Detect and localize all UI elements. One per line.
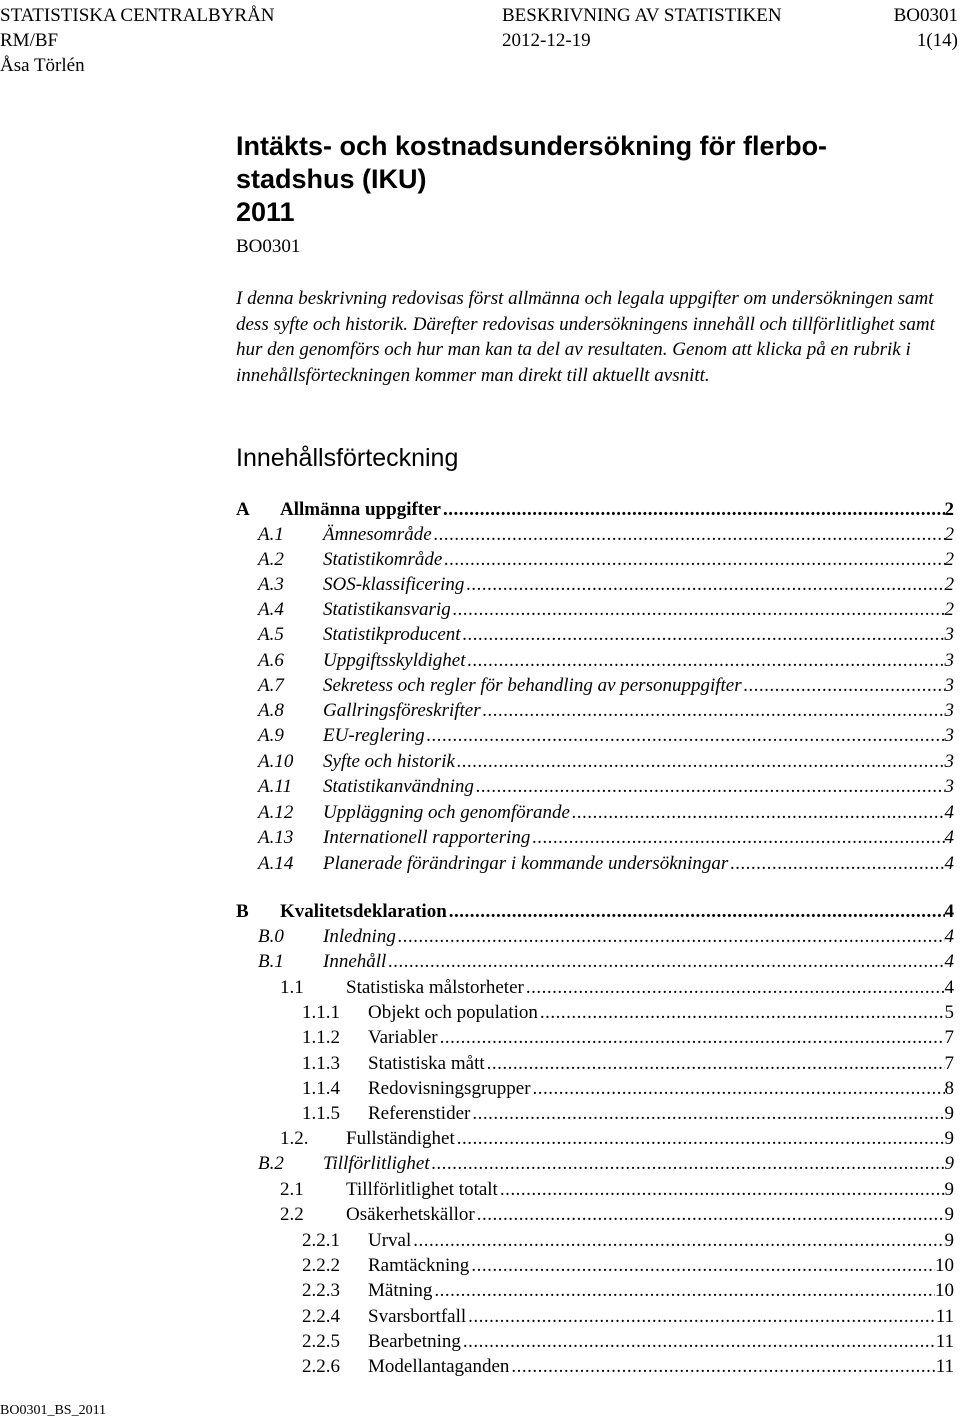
title-year: 2011	[236, 197, 295, 227]
toc-entry[interactable]	[302, 1228, 954, 1253]
toc-entry-label[interactable]: EU-reglering	[323, 725, 425, 746]
header-author: Åsa Törlén	[0, 55, 85, 76]
toc-entry-page[interactable]: 10	[935, 1280, 954, 1301]
toc-entry-label[interactable]: Statistikanvändning	[323, 776, 474, 797]
toc-entry[interactable]	[302, 1051, 954, 1076]
toc-entry-label[interactable]: Redovisningsgrupper	[368, 1078, 531, 1099]
toc-entry[interactable]	[302, 1101, 954, 1126]
toc-dot-leader	[440, 1025, 945, 1050]
toc-dot-leader	[388, 949, 944, 974]
footer-document-id: BO0301_BS_2011	[0, 1403, 107, 1418]
header-document-code: BO0301	[893, 5, 958, 26]
toc-dot-leader	[457, 749, 945, 774]
toc-dot-leader	[443, 497, 945, 522]
toc-entry-label[interactable]: Urval	[368, 1230, 412, 1251]
toc-entry-number: A.2	[258, 549, 284, 570]
toc-entry[interactable]	[258, 1151, 954, 1176]
toc-entry-label[interactable]: Statistikansvarig	[323, 599, 451, 620]
toc-entry-number: B.0	[258, 926, 284, 947]
toc-entry-page[interactable]: 9	[944, 1153, 954, 1174]
toc-entry-number: 2.2.3	[302, 1280, 340, 1301]
toc-entry-page[interactable]: 10	[935, 1255, 954, 1276]
toc-entry-page[interactable]: 4	[944, 802, 954, 823]
toc-dot-leader	[477, 1202, 945, 1227]
toc-dot-leader	[476, 774, 945, 799]
toc-entry-number: A.9	[258, 725, 284, 746]
toc-entry-label[interactable]: Ramtäckning	[368, 1255, 470, 1276]
toc-dot-leader	[744, 673, 945, 698]
toc-entry-page[interactable]: 9	[944, 1179, 954, 1200]
toc-entry[interactable]	[302, 1329, 954, 1354]
toc-entry-label[interactable]: Variabler	[368, 1027, 438, 1048]
toc-dot-leader	[572, 800, 945, 825]
toc-dot-leader	[471, 1253, 935, 1278]
toc-dot-leader	[413, 1228, 944, 1253]
toc-entry-number: B.2	[258, 1153, 284, 1174]
toc-dot-leader	[434, 1278, 935, 1303]
toc-entry-label[interactable]: Internationell rapportering	[323, 827, 531, 848]
toc-entry-page[interactable]: 7	[944, 1027, 954, 1048]
toc-entry[interactable]	[280, 1202, 954, 1227]
toc-entry-label[interactable]: Statistiska mått	[368, 1053, 485, 1074]
toc-entry-number: B.1	[258, 951, 284, 972]
toc-entry-number: B	[236, 901, 249, 922]
toc-dot-leader	[457, 1126, 945, 1151]
toc-entry[interactable]	[258, 774, 954, 799]
toc-entry-page[interactable]: 2	[944, 499, 954, 520]
toc-entry-number: A.7	[258, 675, 284, 696]
toc-entry-number: 2.2	[280, 1204, 304, 1225]
toc-entry-label[interactable]: Tillförlitlighet totalt	[346, 1179, 498, 1200]
toc-dot-leader	[468, 1304, 936, 1329]
toc-entry-page[interactable]: 2	[944, 599, 954, 620]
toc-entry[interactable]	[280, 975, 954, 1000]
toc-entry-label[interactable]: Bearbetning	[368, 1331, 461, 1352]
toc-dot-leader	[466, 572, 944, 597]
toc-entry-page[interactable]: 4	[944, 901, 954, 922]
toc-entry-number: A.13	[258, 827, 294, 848]
toc-dot-leader	[449, 899, 945, 924]
toc-entry-number: 1.1.1	[302, 1002, 340, 1023]
toc-entry-page[interactable]: 3	[944, 675, 954, 696]
toc-entry-page[interactable]: 11	[935, 1356, 954, 1377]
toc-entry-page[interactable]: 4	[944, 951, 954, 972]
toc-entry-number: A.14	[258, 853, 294, 874]
toc-entry-page[interactable]: 2	[944, 524, 954, 545]
toc-entry-number: 1.1	[280, 977, 304, 998]
toc-entry[interactable]	[280, 1177, 954, 1202]
toc-entry-number: A	[236, 499, 250, 520]
toc-entry-page[interactable]: 7	[944, 1053, 954, 1074]
toc-entry-page[interactable]: 3	[944, 751, 954, 772]
toc-entry[interactable]	[258, 723, 954, 748]
toc-entry-number: 2.1	[280, 1179, 304, 1200]
toc-entry-number: 1.1.5	[302, 1103, 340, 1124]
toc-dot-leader	[463, 1329, 936, 1354]
toc-entry[interactable]	[258, 572, 954, 597]
toc-entry-label[interactable]: SOS-klassificering	[323, 574, 465, 595]
toc-entry[interactable]	[258, 522, 954, 547]
toc-entry-label[interactable]: Tillförlitlighet	[323, 1153, 430, 1174]
toc-entry[interactable]	[258, 622, 954, 647]
header-document-type: BESKRIVNING AV STATISTIKEN	[502, 5, 782, 26]
toc-dot-leader	[467, 648, 944, 673]
toc-entry-label[interactable]: Osäkerhetskällor	[346, 1204, 475, 1225]
toc-dot-leader	[427, 723, 945, 748]
toc-entry-label[interactable]: Referenstider	[368, 1103, 471, 1124]
toc-entry-label[interactable]: Planerade förändringar i kommande undersökningar	[323, 853, 729, 874]
toc-entry-number: 1.1.4	[302, 1078, 340, 1099]
toc-entry-number: 2.2.6	[302, 1356, 340, 1377]
toc-entry-number: A.6	[258, 650, 284, 671]
toc-entry-number: A.11	[258, 776, 292, 797]
toc-entry-page[interactable]: 4	[944, 926, 954, 947]
toc-entry[interactable]	[258, 924, 954, 949]
toc-entry-page[interactable]: 9	[944, 1103, 954, 1124]
toc-entry-label[interactable]: Statistiska målstorheter	[346, 977, 524, 998]
toc-entry[interactable]	[258, 673, 954, 698]
toc-entry[interactable]	[302, 1354, 954, 1379]
toc-entry-label[interactable]: Gallringsföreskrifter	[323, 700, 481, 721]
toc-entry-page[interactable]: 8	[944, 1078, 954, 1099]
toc-entry-label[interactable]: Allmänna uppgifter	[280, 499, 441, 520]
toc-dot-leader	[533, 1076, 945, 1101]
title-line-1: Intäkts- och kostnadsundersökning för flerbo-	[236, 131, 828, 161]
toc-entry-number: 2.2.2	[302, 1255, 340, 1276]
toc-entry[interactable]	[258, 597, 954, 622]
toc-entry[interactable]	[302, 1304, 954, 1329]
title-code: BO0301	[236, 236, 301, 257]
toc-entry-label[interactable]: Statistikproducent	[323, 624, 461, 645]
toc-entry-number: A.12	[258, 802, 294, 823]
toc-entry-number: 1.1.2	[302, 1027, 340, 1048]
toc-entry[interactable]	[258, 648, 954, 673]
toc-entry-number: A.8	[258, 700, 284, 721]
toc-dot-leader	[540, 1000, 945, 1025]
header-department: RM/BF	[0, 30, 59, 51]
toc-entry-number: 2.2.4	[302, 1306, 340, 1327]
toc-entry-label[interactable]: Objekt och population	[368, 1002, 538, 1023]
toc-entry-page[interactable]: 2	[944, 549, 954, 570]
toc-dot-leader	[463, 622, 945, 647]
toc-entry-page[interactable]: 5	[944, 1002, 954, 1023]
toc-entry[interactable]	[258, 800, 954, 825]
toc-entry-number: 1.2.	[280, 1128, 309, 1149]
header-organization: STATISTISKA CENTRALBYRÅN	[0, 5, 275, 26]
toc-entry-number: A.5	[258, 624, 284, 645]
toc-entry-number: A.1	[258, 524, 284, 545]
toc-entry-label[interactable]: Statistikområde	[323, 549, 443, 570]
toc-entry[interactable]	[258, 749, 954, 774]
toc-entry[interactable]	[258, 547, 954, 572]
toc-entry-label[interactable]: Innehåll	[323, 951, 387, 972]
toc-entry-label[interactable]: Uppgiftsskyldighet	[323, 650, 466, 671]
toc-entry[interactable]	[258, 949, 954, 974]
document-title	[236, 130, 827, 229]
toc-entry-page[interactable]: 4	[944, 853, 954, 874]
toc-entry-page[interactable]: 9	[944, 1128, 954, 1149]
toc-entry[interactable]	[236, 899, 954, 924]
toc-entry-page[interactable]: 9	[944, 1230, 954, 1251]
toc-entry-label[interactable]: Inledning	[323, 926, 396, 947]
toc-dot-leader	[444, 547, 944, 572]
toc-entry-number: A.10	[258, 751, 294, 772]
header-page-number: 1(14)	[916, 30, 958, 51]
toc-entry[interactable]	[280, 1126, 954, 1151]
toc-entry-label[interactable]: Kvalitetsdeklaration	[280, 901, 447, 922]
header-date: 2012-12-19	[502, 30, 591, 51]
toc-dot-leader	[483, 698, 945, 723]
toc-entry-number: 2.2.5	[302, 1331, 340, 1352]
toc-dot-leader	[500, 1177, 945, 1202]
title-line-2: stadshus (IKU)	[236, 164, 427, 194]
toc-dot-leader	[532, 825, 944, 850]
toc-entry-label[interactable]: Fullständighet	[346, 1128, 455, 1149]
toc-entry-page[interactable]: 9	[944, 1204, 954, 1225]
toc-entry-page[interactable]: 2	[944, 574, 954, 595]
toc-entry-number: A.3	[258, 574, 284, 595]
toc-entry-label[interactable]: Sekretess och regler för behandling av personuppgifter	[323, 675, 742, 696]
toc-entry-label[interactable]: Mätning	[368, 1280, 433, 1301]
toc-entry-label[interactable]: Ämnesområde	[323, 524, 432, 545]
toc-dot-leader	[434, 522, 945, 547]
toc-entry[interactable]	[302, 1253, 954, 1278]
toc-entry-label[interactable]: Modellantaganden	[368, 1356, 510, 1377]
toc-entry[interactable]	[236, 497, 954, 522]
toc-entry[interactable]	[302, 1076, 954, 1101]
toc-entry-label[interactable]: Uppläggning och genomförande	[323, 802, 570, 823]
toc-dot-leader	[526, 975, 945, 1000]
toc-entry-page[interactable]: 3	[944, 650, 954, 671]
toc-dot-leader	[730, 851, 944, 876]
toc-entry-page[interactable]: 3	[944, 624, 954, 645]
toc-entry[interactable]	[302, 1000, 954, 1025]
toc-entry-page[interactable]: 4	[944, 977, 954, 998]
toc-entry-label[interactable]: Svarsbortfall	[368, 1306, 467, 1327]
toc-entry-number: 2.2.1	[302, 1230, 340, 1251]
toc-dot-leader	[487, 1051, 945, 1076]
toc-entry-page[interactable]: 11	[935, 1306, 954, 1327]
toc-entry[interactable]	[302, 1025, 954, 1050]
toc-entry-number: A.4	[258, 599, 284, 620]
toc-entry-page[interactable]: 3	[944, 776, 954, 797]
toc-entry[interactable]	[258, 698, 954, 723]
toc-entry[interactable]	[258, 851, 954, 876]
toc-entry-page[interactable]: 11	[935, 1331, 954, 1352]
toc-entry-page[interactable]: 4	[944, 827, 954, 848]
intro-paragraph: I denna beskrivning redovisas först allmänna och legala uppgifter om undersökningen samt dess syfte och historik. Därefter redovisas undersökningens innehåll och tillförlitlighet samt hur den genomförs och hur man kan ta del av resultaten. Genom att klicka på en rubrik i innehållsförteckningen kommer man direkt till aktuellt avsnitt.	[236, 288, 935, 386]
toc-dot-leader	[453, 597, 945, 622]
toc-entry-page[interactable]: 3	[944, 700, 954, 721]
toc-entry-number: 1.1.3	[302, 1053, 340, 1074]
toc-entry-label[interactable]: Syfte och historik	[323, 751, 455, 772]
toc-entry-page[interactable]: 3	[944, 725, 954, 746]
toc-dot-leader	[511, 1354, 935, 1379]
toc-dot-leader	[472, 1101, 944, 1126]
toc-dot-leader	[398, 924, 945, 949]
toc-dot-leader	[432, 1151, 945, 1176]
toc-heading: Innehållsförteckning	[236, 444, 459, 472]
toc-entry[interactable]	[302, 1278, 954, 1303]
toc-entry[interactable]	[258, 825, 954, 850]
